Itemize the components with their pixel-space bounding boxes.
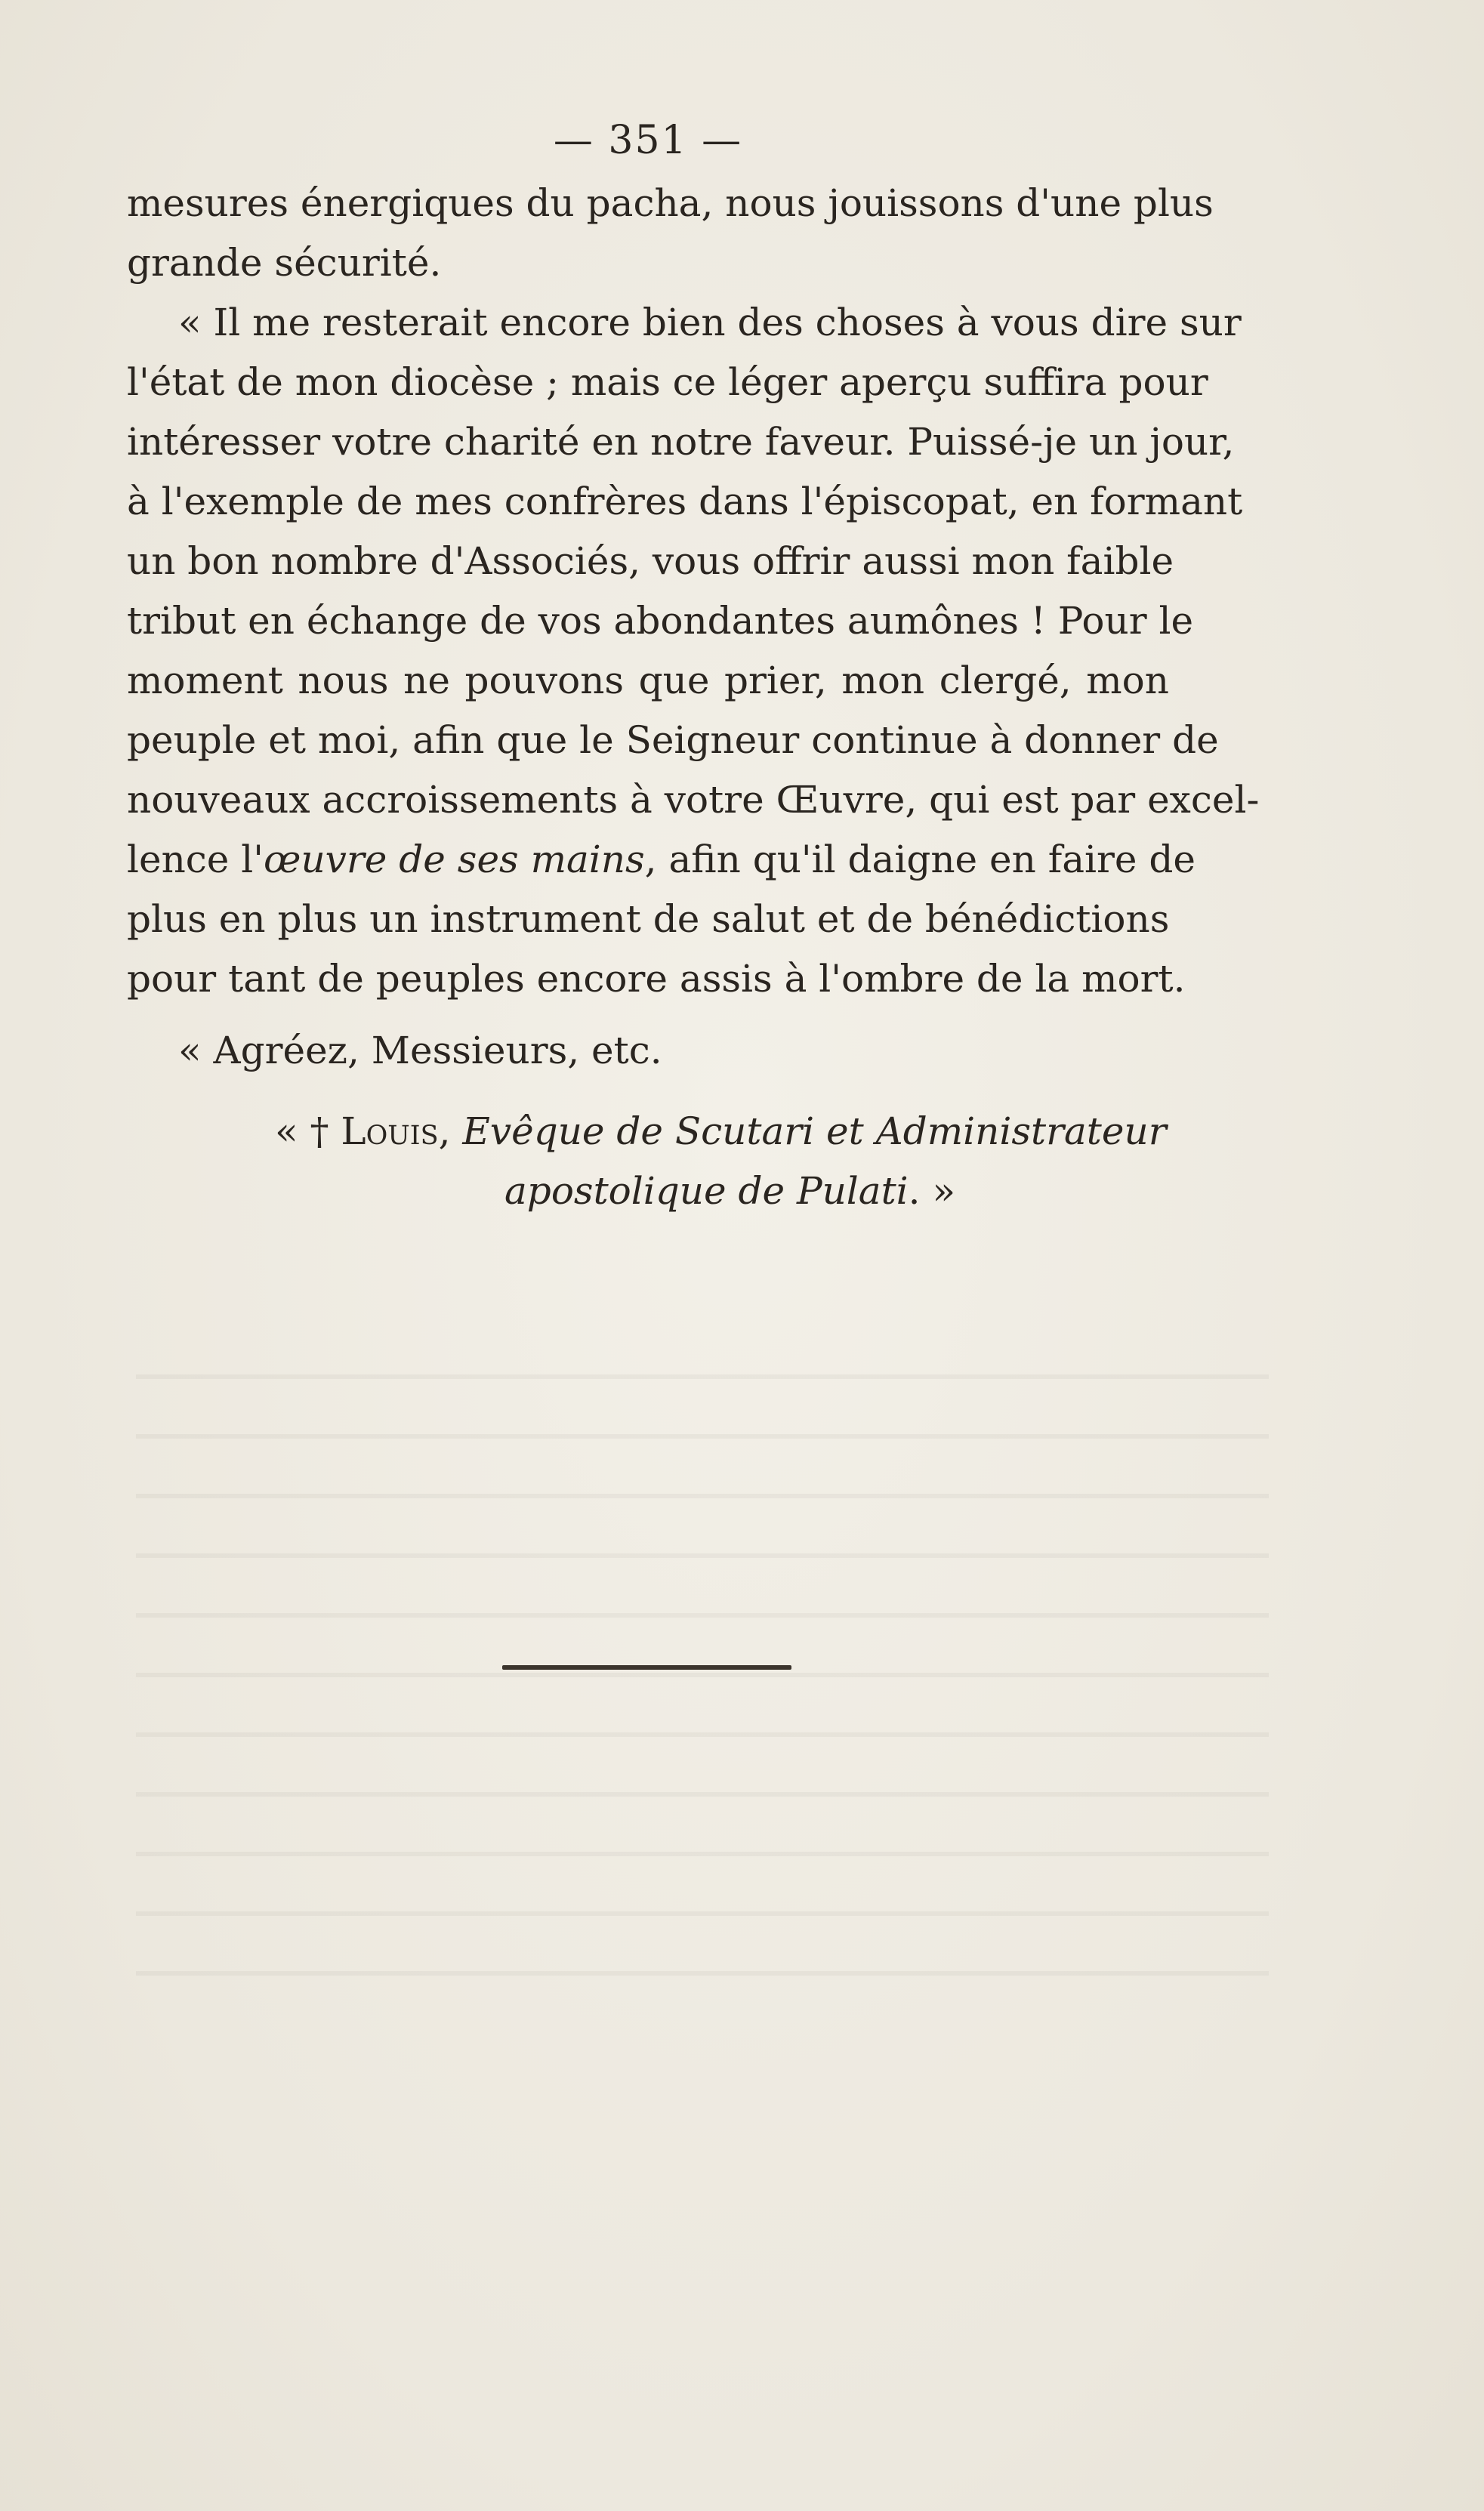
signature-line	[127, 1102, 1169, 1161]
signature-block	[127, 1102, 1169, 1221]
text-line: un bon nombre d'Associés, vous offrir aussi mon faible	[127, 539, 1174, 583]
signatory-title-cont: apostolique de Pulati	[504, 1169, 909, 1213]
signatory-title: Evêque de Scutari et Administrateur	[462, 1109, 1167, 1153]
text-line: nouveaux accroissements à votre Œuvre, qui est par excel-	[127, 778, 1260, 822]
text-line: pour tant de peuples encore assis à l'ombre de la mort.	[127, 957, 1186, 1001]
signature-prefix: « †	[275, 1109, 341, 1153]
signatory-name: Louis	[341, 1109, 439, 1153]
text-line: tribut en échange de vos abondantes aumônes ! Pour le	[127, 599, 1194, 643]
text-line: « Il me resterait encore bien des choses à vous dire sur	[178, 301, 1242, 344]
page-text	[127, 113, 1260, 1221]
text-line-with-italic	[127, 830, 1196, 890]
text-line: mesures énergiques du pacha, nous jouissons d'une plus	[127, 181, 1214, 225]
text-line: moment nous ne pouvons que prier, mon clergé, mon	[127, 659, 1169, 702]
text-line: plus en plus un instrument de salut et de bénédictions	[127, 897, 1170, 941]
page-number: — 351 —	[553, 118, 743, 163]
text-line: à l'exemple de mes confrères dans l'épiscopat, en formant	[127, 480, 1243, 523]
italic-phrase: œuvre de ses mains	[264, 838, 645, 881]
paragraph-2	[127, 293, 1260, 1009]
text-line: peuple et moi, afin que le Seigneur continue à donner de	[127, 718, 1219, 762]
paragraph-1	[127, 174, 1214, 293]
closing-formula	[127, 1021, 1169, 1081]
text-line: grande sécurité.	[127, 241, 442, 285]
text-fragment: lence l'	[127, 838, 264, 881]
signature-line	[127, 1161, 1169, 1221]
text-line: l'état de mon diocèse ; mais ce léger aperçu suffira pour	[127, 360, 1208, 404]
signature-comma: ,	[438, 1109, 463, 1153]
section-divider-rule	[502, 1665, 791, 1670]
closing-line: « Agréez, Messieurs, etc.	[178, 1029, 662, 1072]
text-fragment: , afin qu'il daigne en faire de	[644, 838, 1196, 881]
signature-suffix: . »	[908, 1169, 956, 1213]
text-line: intéresser votre charité en notre faveur. Puissé-je un jour,	[127, 420, 1235, 464]
